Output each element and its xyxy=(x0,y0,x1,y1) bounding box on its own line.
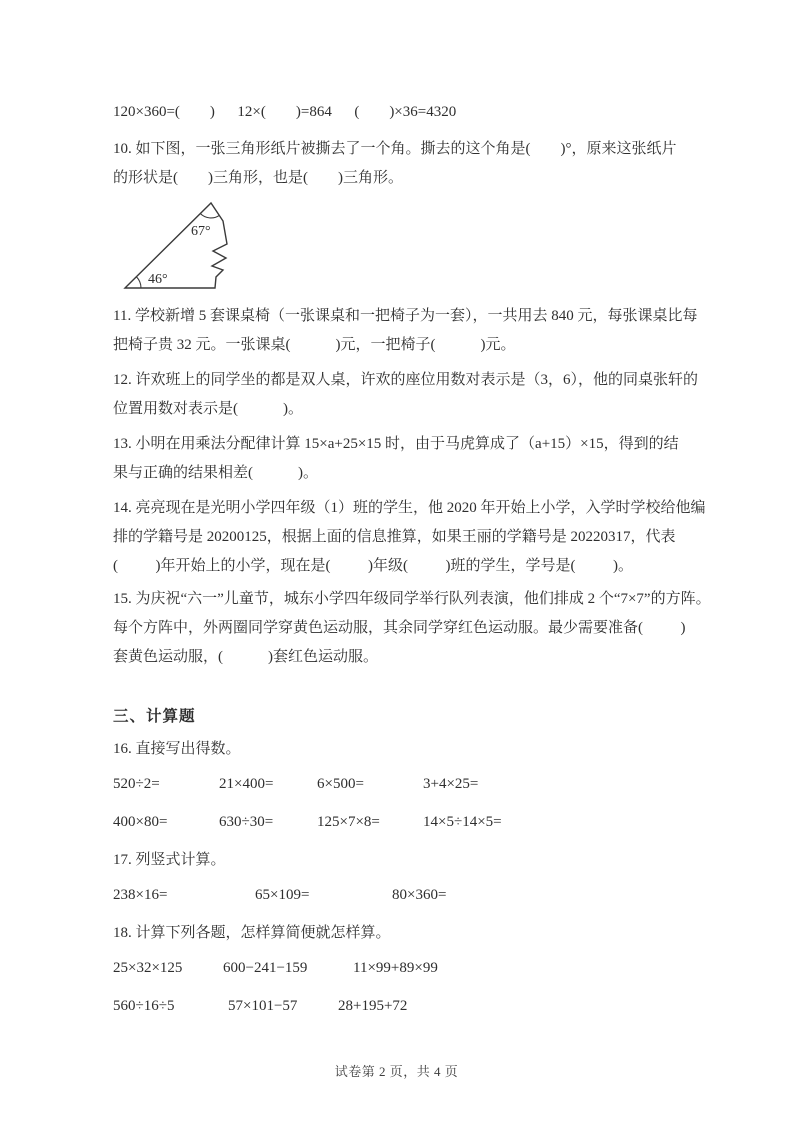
question-14-line-2: 排的学籍号是 20200125，根据上面的信息推算，如果王丽的学籍号是 20220317，代表 xyxy=(113,529,676,545)
expression: 21×400= xyxy=(219,776,274,792)
question-12-line-2: 位置用数对表示是( )。 xyxy=(113,401,303,417)
question-17-row xyxy=(113,881,683,910)
torn-triangle-figure xyxy=(119,197,251,294)
question-15-line-3: 套黄色运动服，( )套红色运动服。 xyxy=(113,649,378,665)
question-10-line-2: 的形状是( )三角形，也是( )三角形。 xyxy=(113,170,403,186)
question-14-line-1: 14. 亮亮现在是光明小学四年级（1）班的学生，他 2020 年开始上小学，入学时学校给他编 xyxy=(113,500,706,516)
question-16-row-1 xyxy=(113,770,683,799)
expression: 560÷16÷5 xyxy=(113,998,175,1014)
question-13 xyxy=(113,430,683,488)
question-14 xyxy=(113,494,706,581)
expression: 57×101−57 xyxy=(228,998,298,1014)
question-13-line-1: 13. 小明在用乘法分配律计算 15×a+25×15 时，由于马虎算成了（a+15）×15，得到的结 xyxy=(113,436,679,452)
question-12-line-1: 12. 许欢班上的同学坐的都是双人桌，许欢的座位用数对表示是（3，6），他的同桌张轩的 xyxy=(113,372,699,388)
torn-triangle-svg xyxy=(119,197,251,294)
expression: 238×16= xyxy=(113,887,168,903)
question-13-line-2: 果与正确的结果相差( )。 xyxy=(113,465,318,481)
expression: 125×7×8= xyxy=(317,814,380,830)
expression: 14×5÷14×5= xyxy=(423,814,502,830)
question-15-line-2: 每个方阵中，外两圈同学穿黄色运动服，其余同学穿红色运动服。最少需要准备( ) xyxy=(113,620,686,636)
question-18-row-1 xyxy=(113,954,683,983)
expression: 65×109= xyxy=(255,887,310,903)
expression: 28+195+72 xyxy=(338,998,408,1014)
expression: 630÷30= xyxy=(219,814,274,830)
expression: 80×360= xyxy=(392,887,447,903)
expression: 3+4×25= xyxy=(423,776,479,792)
question-9-fill-equations: 120×360=( ) 12×( )=864 ( )×36=4320 xyxy=(113,104,457,120)
apex-angle-label: 67° xyxy=(191,224,211,239)
apex-angle-arc xyxy=(200,214,219,218)
torn-triangle-outline xyxy=(125,203,227,288)
question-18-row-2 xyxy=(113,992,683,1021)
expression: 520÷2= xyxy=(113,776,160,792)
question-10 xyxy=(113,135,683,193)
question-17-label: 17. 列竖式计算。 xyxy=(113,852,226,868)
question-14-line-3: ( )年开始上的小学，现在是( )年级( )班的学生，学号是( )。 xyxy=(113,558,633,574)
question-16-row-2 xyxy=(113,808,683,837)
expression: 11×99+89×99 xyxy=(353,960,438,976)
question-11 xyxy=(113,302,698,360)
base-angle-arc xyxy=(136,277,141,288)
exam-content xyxy=(113,98,711,1030)
question-15 xyxy=(113,585,711,672)
question-12 xyxy=(113,366,699,424)
expression: 600−241−159 xyxy=(223,960,308,976)
expression: 400×80= xyxy=(113,814,168,830)
question-16-label: 16. 直接写出得数。 xyxy=(113,741,241,757)
base-angle-label: 46° xyxy=(148,272,168,287)
question-15-line-1: 15. 为庆祝“六一”儿童节，城东小学四年级同学举行队列表演，他们排成 2 个“7×7”的方阵。 xyxy=(113,591,711,607)
expression: 6×500= xyxy=(317,776,364,792)
expression: 25×32×125 xyxy=(113,960,183,976)
section-3-title: 三、计算题 xyxy=(113,708,196,725)
question-18-label: 18. 计算下列各题，怎样算简便就怎样算。 xyxy=(113,925,391,941)
question-11-line-2: 把椅子贵 32 元。一张课桌( )元，一把椅子( )元。 xyxy=(113,337,516,353)
page-footer: 试卷第 2 页，共 4 页 xyxy=(334,1064,459,1079)
question-10-line-1: 10. 如下图，一张三角形纸片被撕去了一个角。撕去的这个角是( )°，原来这张纸片 xyxy=(113,141,677,157)
question-11-line-1: 11. 学校新增 5 套课桌椅（一张课桌和一把椅子为一套），一共用去 840 元，每张课桌比每 xyxy=(113,308,698,324)
